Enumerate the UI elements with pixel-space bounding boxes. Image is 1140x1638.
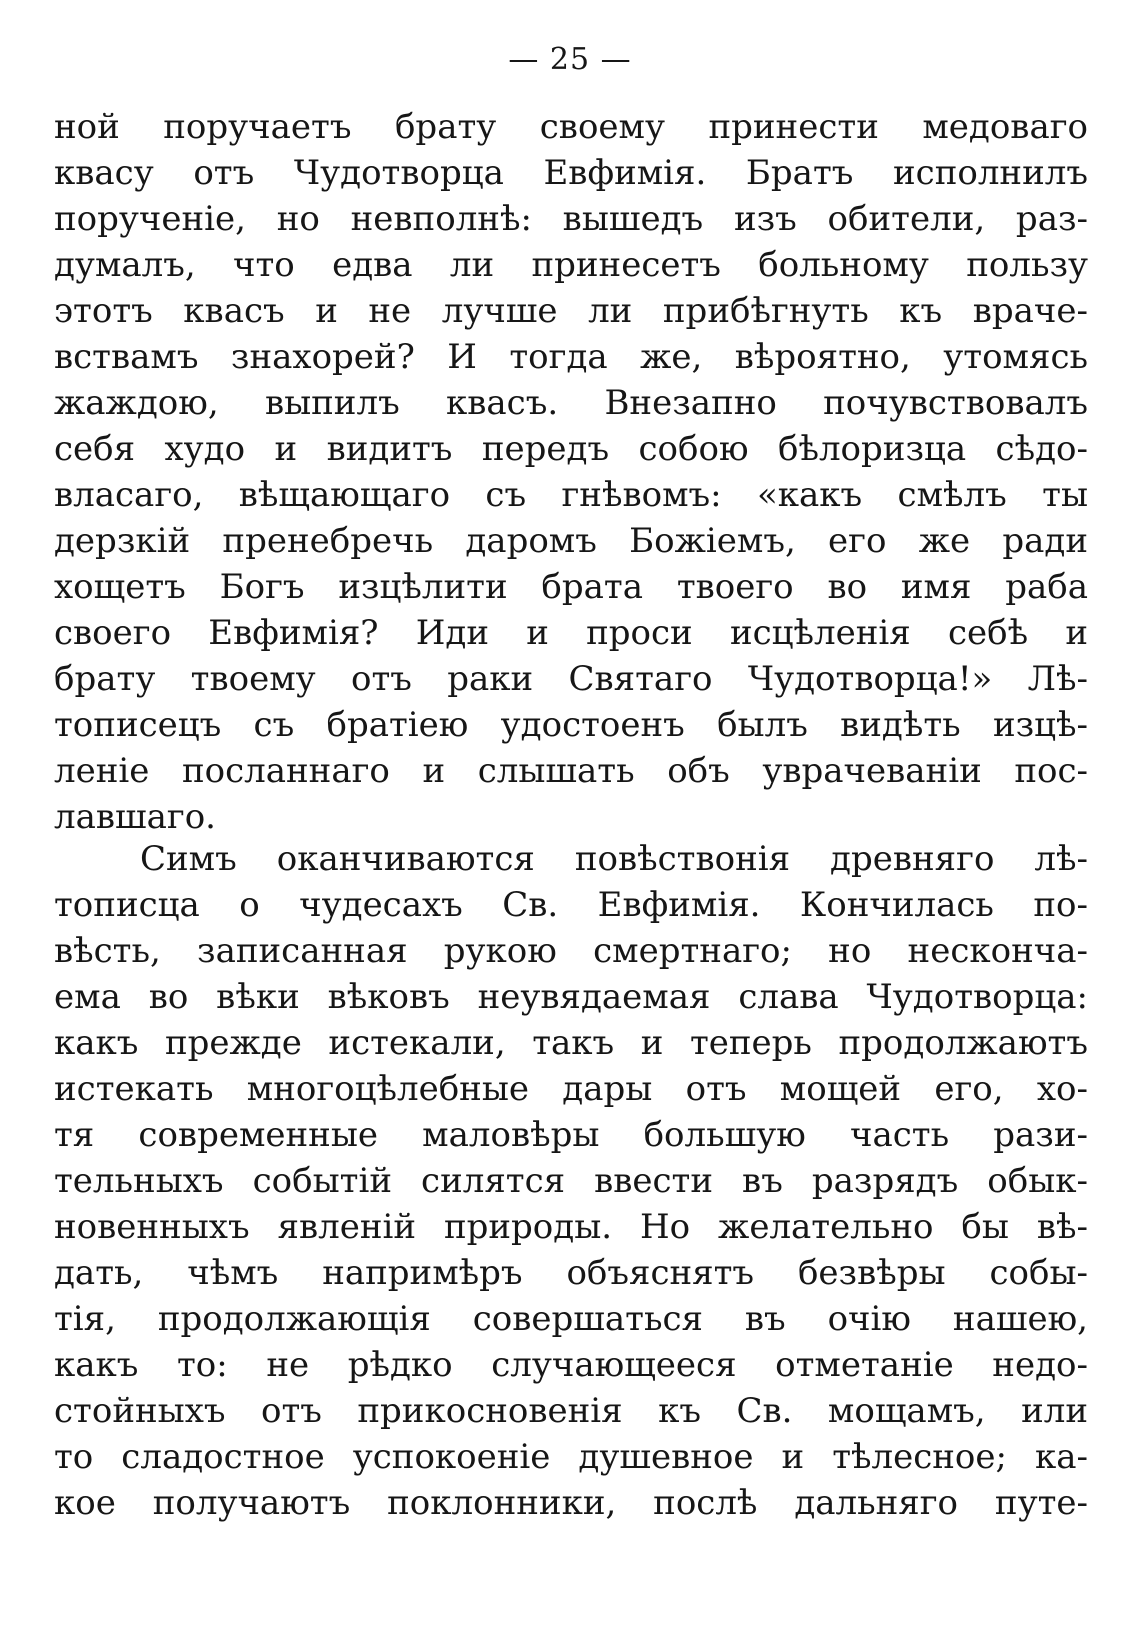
- text-line: новенныхъ явленій природы. Но желательно бы вѣ-: [54, 1207, 1088, 1247]
- text-line: кое получаютъ поклонники, послѣ дальняго путе-: [54, 1483, 1088, 1523]
- text-line: думалъ, что едва ли принесетъ больному пользу: [54, 245, 1088, 285]
- text-line: брату твоему отъ раки Святаго Чудотворца!» Лѣ-: [54, 659, 1088, 699]
- text-line: этотъ квасъ и не лучше ли прибѣгнуть къ враче-: [54, 291, 1088, 331]
- text-line: жаждою, выпилъ квасъ. Внезапно почувствовалъ: [54, 383, 1088, 423]
- text-line: истекать многоцѣлебные дары отъ мощей его, хо-: [54, 1069, 1088, 1109]
- text-line: вствамъ знахорей? И тогда же, вѣроятно, утомясь: [54, 337, 1088, 377]
- text-line: дать, чѣмъ напримѣръ объяснятъ безвѣры собы-: [54, 1253, 1088, 1293]
- text-line: тельныхъ событій силятся ввести въ разрядъ обык-: [54, 1161, 1088, 1201]
- text-line: тя современные маловѣры большую часть рази-: [54, 1115, 1088, 1155]
- text-line: власаго, вѣщающаго съ гнѣвомъ: «какъ смѣлъ ты: [54, 475, 1088, 515]
- text-line: ема во вѣки вѣковъ неувядаемая слава Чудотворца:: [54, 977, 1088, 1017]
- page-number: — 25 —: [508, 42, 632, 77]
- text-line: тописецъ съ братіею удостоенъ былъ видѣть изцѣ-: [54, 705, 1088, 745]
- text-line: порученіе, но невполнѣ: вышедъ изъ обители, раз-: [54, 199, 1088, 239]
- text-line: какъ то: не рѣдко случающееся отметаніе недо-: [54, 1345, 1088, 1385]
- text-line: дерзкій пренебречь даромъ Божіемъ, его же ради: [54, 521, 1088, 561]
- text-line: вѣсть, записанная рукою смертнаго; но несконча-: [54, 931, 1088, 971]
- text-line: Симъ оканчиваются повѣствонія древняго лѣ-: [140, 839, 1088, 879]
- text-line: себя худо и видитъ передъ собою бѣлоризца сѣдо-: [54, 429, 1088, 469]
- text-line: лавшаго.: [54, 797, 216, 837]
- text-line: своего Евфимія? Иди и проси исцѣленія себѣ и: [54, 613, 1088, 653]
- text-line: тописца о чудесахъ Св. Евфимія. Кончилась по-: [54, 885, 1088, 925]
- paragraph-2: [54, 836, 1088, 1526]
- text-line: тія, продолжающія совершаться въ очію нашею,: [54, 1299, 1088, 1339]
- paragraph-1: [54, 104, 1088, 840]
- text-line: то сладостное успокоеніе душевное и тѣлесное; ка-: [54, 1437, 1088, 1477]
- text-line: леніе посланнаго и слышать объ уврачеваніи пос-: [54, 751, 1088, 791]
- text-line: ной поручаетъ брату своему принести медоваго: [54, 107, 1088, 147]
- text-line: квасу отъ Чудотворца Евфимія. Братъ исполнилъ: [54, 153, 1088, 193]
- text-line: стойныхъ отъ прикосновенія къ Св. мощамъ, или: [54, 1391, 1088, 1431]
- text-line: хощетъ Богъ изцѣлити брата твоего во имя раба: [54, 567, 1088, 607]
- text-line: какъ прежде истекали, такъ и теперь продолжаютъ: [54, 1023, 1088, 1063]
